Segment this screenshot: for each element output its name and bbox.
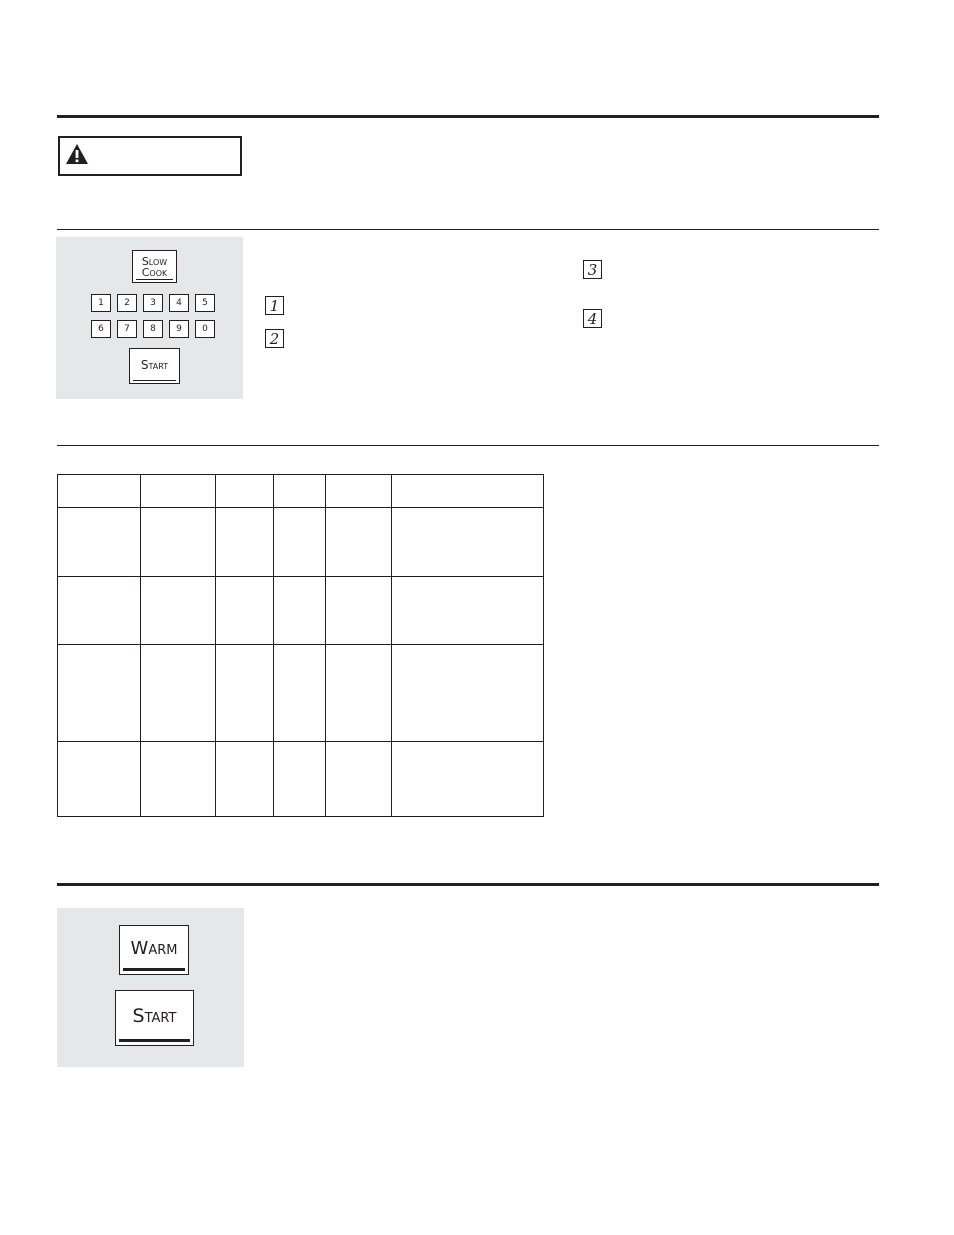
svg-text:2: 2 <box>269 330 280 348</box>
table-cell <box>274 508 326 577</box>
key-underline <box>123 968 185 971</box>
table-row <box>58 508 544 577</box>
digit-0-button[interactable]: 0 <box>195 320 215 338</box>
warning-triangle-icon <box>65 143 89 165</box>
table-cell <box>392 577 544 645</box>
start-label: Start <box>140 358 169 372</box>
digit-4-button[interactable]: 4 <box>169 294 189 312</box>
table-cell <box>141 508 216 577</box>
warm-button[interactable] <box>119 925 189 975</box>
section-rule-slow-cook <box>57 229 879 230</box>
digit-2-button[interactable]: 2 <box>117 294 137 312</box>
table-cell <box>141 577 216 645</box>
step-2-icon <box>265 329 284 353</box>
slow-cook-keypad-panel <box>56 237 243 399</box>
table-cell <box>141 475 216 508</box>
table-row <box>58 742 544 817</box>
section-rule-table <box>57 445 879 446</box>
slow-cook-button[interactable] <box>132 250 177 283</box>
table-row <box>58 645 544 742</box>
table-cell <box>141 742 216 817</box>
table-cell <box>326 742 392 817</box>
warm-label: Warm <box>130 937 178 959</box>
digit-3-button[interactable]: 3 <box>143 294 163 312</box>
table-cell <box>274 742 326 817</box>
warm-start-button[interactable] <box>115 990 194 1046</box>
table-cell <box>58 645 141 742</box>
table-cell <box>274 645 326 742</box>
table-cell <box>216 742 274 817</box>
table-cell <box>392 475 544 508</box>
section-rule-top <box>57 115 879 118</box>
step-1-icon <box>265 296 284 320</box>
digit-5-button[interactable]: 5 <box>195 294 215 312</box>
svg-text:4: 4 <box>587 310 598 328</box>
warning-box <box>58 136 242 176</box>
digit-9-button[interactable]: 9 <box>169 320 189 338</box>
digit-6-button[interactable]: 6 <box>91 320 111 338</box>
table-cell <box>392 508 544 577</box>
table-cell <box>326 645 392 742</box>
table-cell <box>216 475 274 508</box>
table-cell <box>274 475 326 508</box>
key-underline <box>133 380 176 381</box>
table-header-row <box>58 475 544 508</box>
table-cell <box>326 475 392 508</box>
table-cell <box>58 742 141 817</box>
key-underline <box>119 1039 190 1042</box>
start-button[interactable] <box>129 348 180 384</box>
table-cell <box>216 645 274 742</box>
digit-7-button[interactable]: 7 <box>117 320 137 338</box>
digit-1-button[interactable]: 1 <box>91 294 111 312</box>
slow-cook-label-line2: Cook <box>141 265 168 279</box>
table-cell <box>141 645 216 742</box>
table-cell <box>392 742 544 817</box>
table-cell <box>216 577 274 645</box>
digit-8-button[interactable]: 8 <box>143 320 163 338</box>
svg-text:1: 1 <box>269 297 280 315</box>
table-cell <box>392 645 544 742</box>
table-cell <box>58 508 141 577</box>
key-underline <box>136 279 173 280</box>
table-cell <box>326 508 392 577</box>
table-cell <box>274 577 326 645</box>
table-cell <box>58 475 141 508</box>
table-cell <box>58 577 141 645</box>
slow-cook-label-line1: Slow <box>141 254 168 268</box>
svg-text:3: 3 <box>587 261 598 279</box>
table-row <box>58 577 544 645</box>
slow-cook-table <box>57 474 544 817</box>
warm-start-label: Start <box>132 1005 177 1027</box>
step-3-icon <box>583 260 602 284</box>
step-4-icon <box>583 309 602 333</box>
section-rule-warm <box>57 883 879 886</box>
table-cell <box>326 577 392 645</box>
warm-keypad-panel <box>57 908 244 1067</box>
table-cell <box>216 508 274 577</box>
